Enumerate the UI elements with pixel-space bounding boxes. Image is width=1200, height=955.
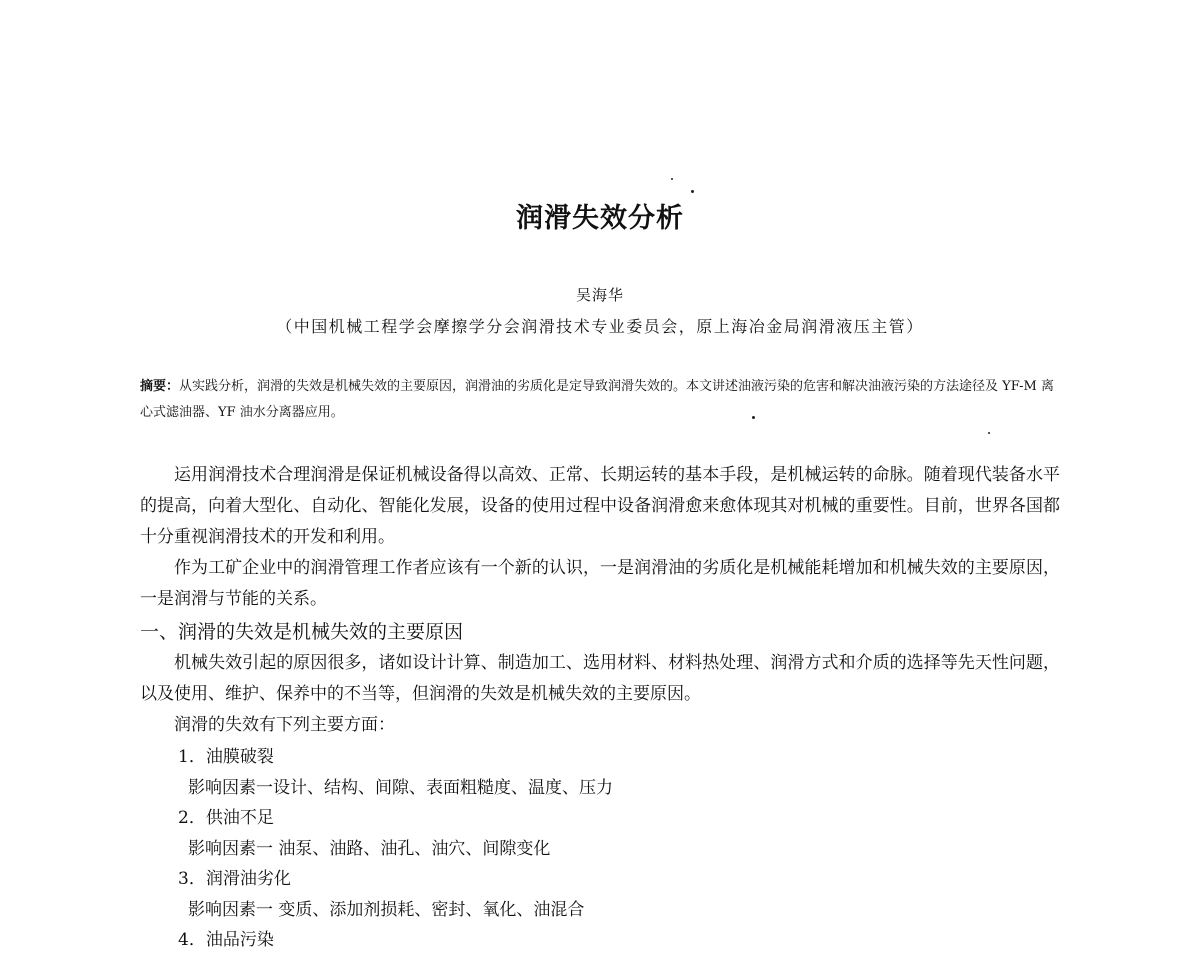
intro-block [140,460,1060,615]
scan-speck [988,432,990,434]
abstract-label: 摘要： [140,379,180,394]
abstract-text: 从实践分析，润滑的失效是机械失效的主要原因，润滑油的劣质化是定导致润滑失效的。本文讲述油液污染的危害和解决油液污染的方法途径及 YF-M 离心式滤油器、YF 油水分离器应用。 [140,379,1055,420]
document-title: 润滑失效分析 [516,203,684,234]
list-item-title: 3．润滑油劣化 [178,869,291,889]
section-1-block [140,648,1060,741]
section-heading-1: 一、润滑的失效是机械失效的主要原因 [140,621,464,643]
list-item-title: 4．油品污染 [178,930,274,950]
scan-speck [691,190,694,193]
list-item-detail: 影响因素一 油泵、油路、油孔、油穴、间隙变化 [188,839,551,859]
intro-paragraph-1: 运用润滑技术合理润滑是保证机械设备得以高效、正常、长期运转的基本手段，是机械运转的命脉。随着现代装备水平的提高，向着大型化、自动化、智能化发展，设备的使用过程中设备润滑愈来愈体现其对机械的重要性。目前，世界各国都十分重视润滑技术的开发和利用。 [140,465,1060,547]
section-1-paragraph-1: 机械失效引起的原因很多，诸如设计计算、制造加工、选用材料、材料热处理、润滑方式和介质的选择等先天性问题，以及使用、维护、保养中的不当等，但润滑的失效是机械失效的主要原因。 [140,653,1060,704]
list-item-detail: 影响因素一 变质、添加剂损耗、密封、氧化、油混合 [188,900,585,920]
list-item-detail: 影响因素一设计、结构、间隙、表面粗糙度、温度、压力 [188,778,613,798]
list-item-title: 2．供油不足 [178,808,274,828]
abstract [140,374,1060,426]
list-item-title: 1．油膜破裂 [178,747,274,767]
intro-paragraph-2: 作为工矿企业中的润滑管理工作者应该有一个新的认识，一是润滑油的劣质化是机械能耗增加和机械失效的主要原因，一是润滑与节能的关系。 [140,558,1060,609]
scan-speck [671,178,673,180]
author-name: 吴海华 [575,286,624,304]
author-affiliation: （中国机械工程学会摩擦学分会润滑技术专业委员会，原上海冶金局润滑液压主管） [276,317,924,336]
section-1-paragraph-2: 润滑的失效有下列主要方面： [174,715,395,735]
